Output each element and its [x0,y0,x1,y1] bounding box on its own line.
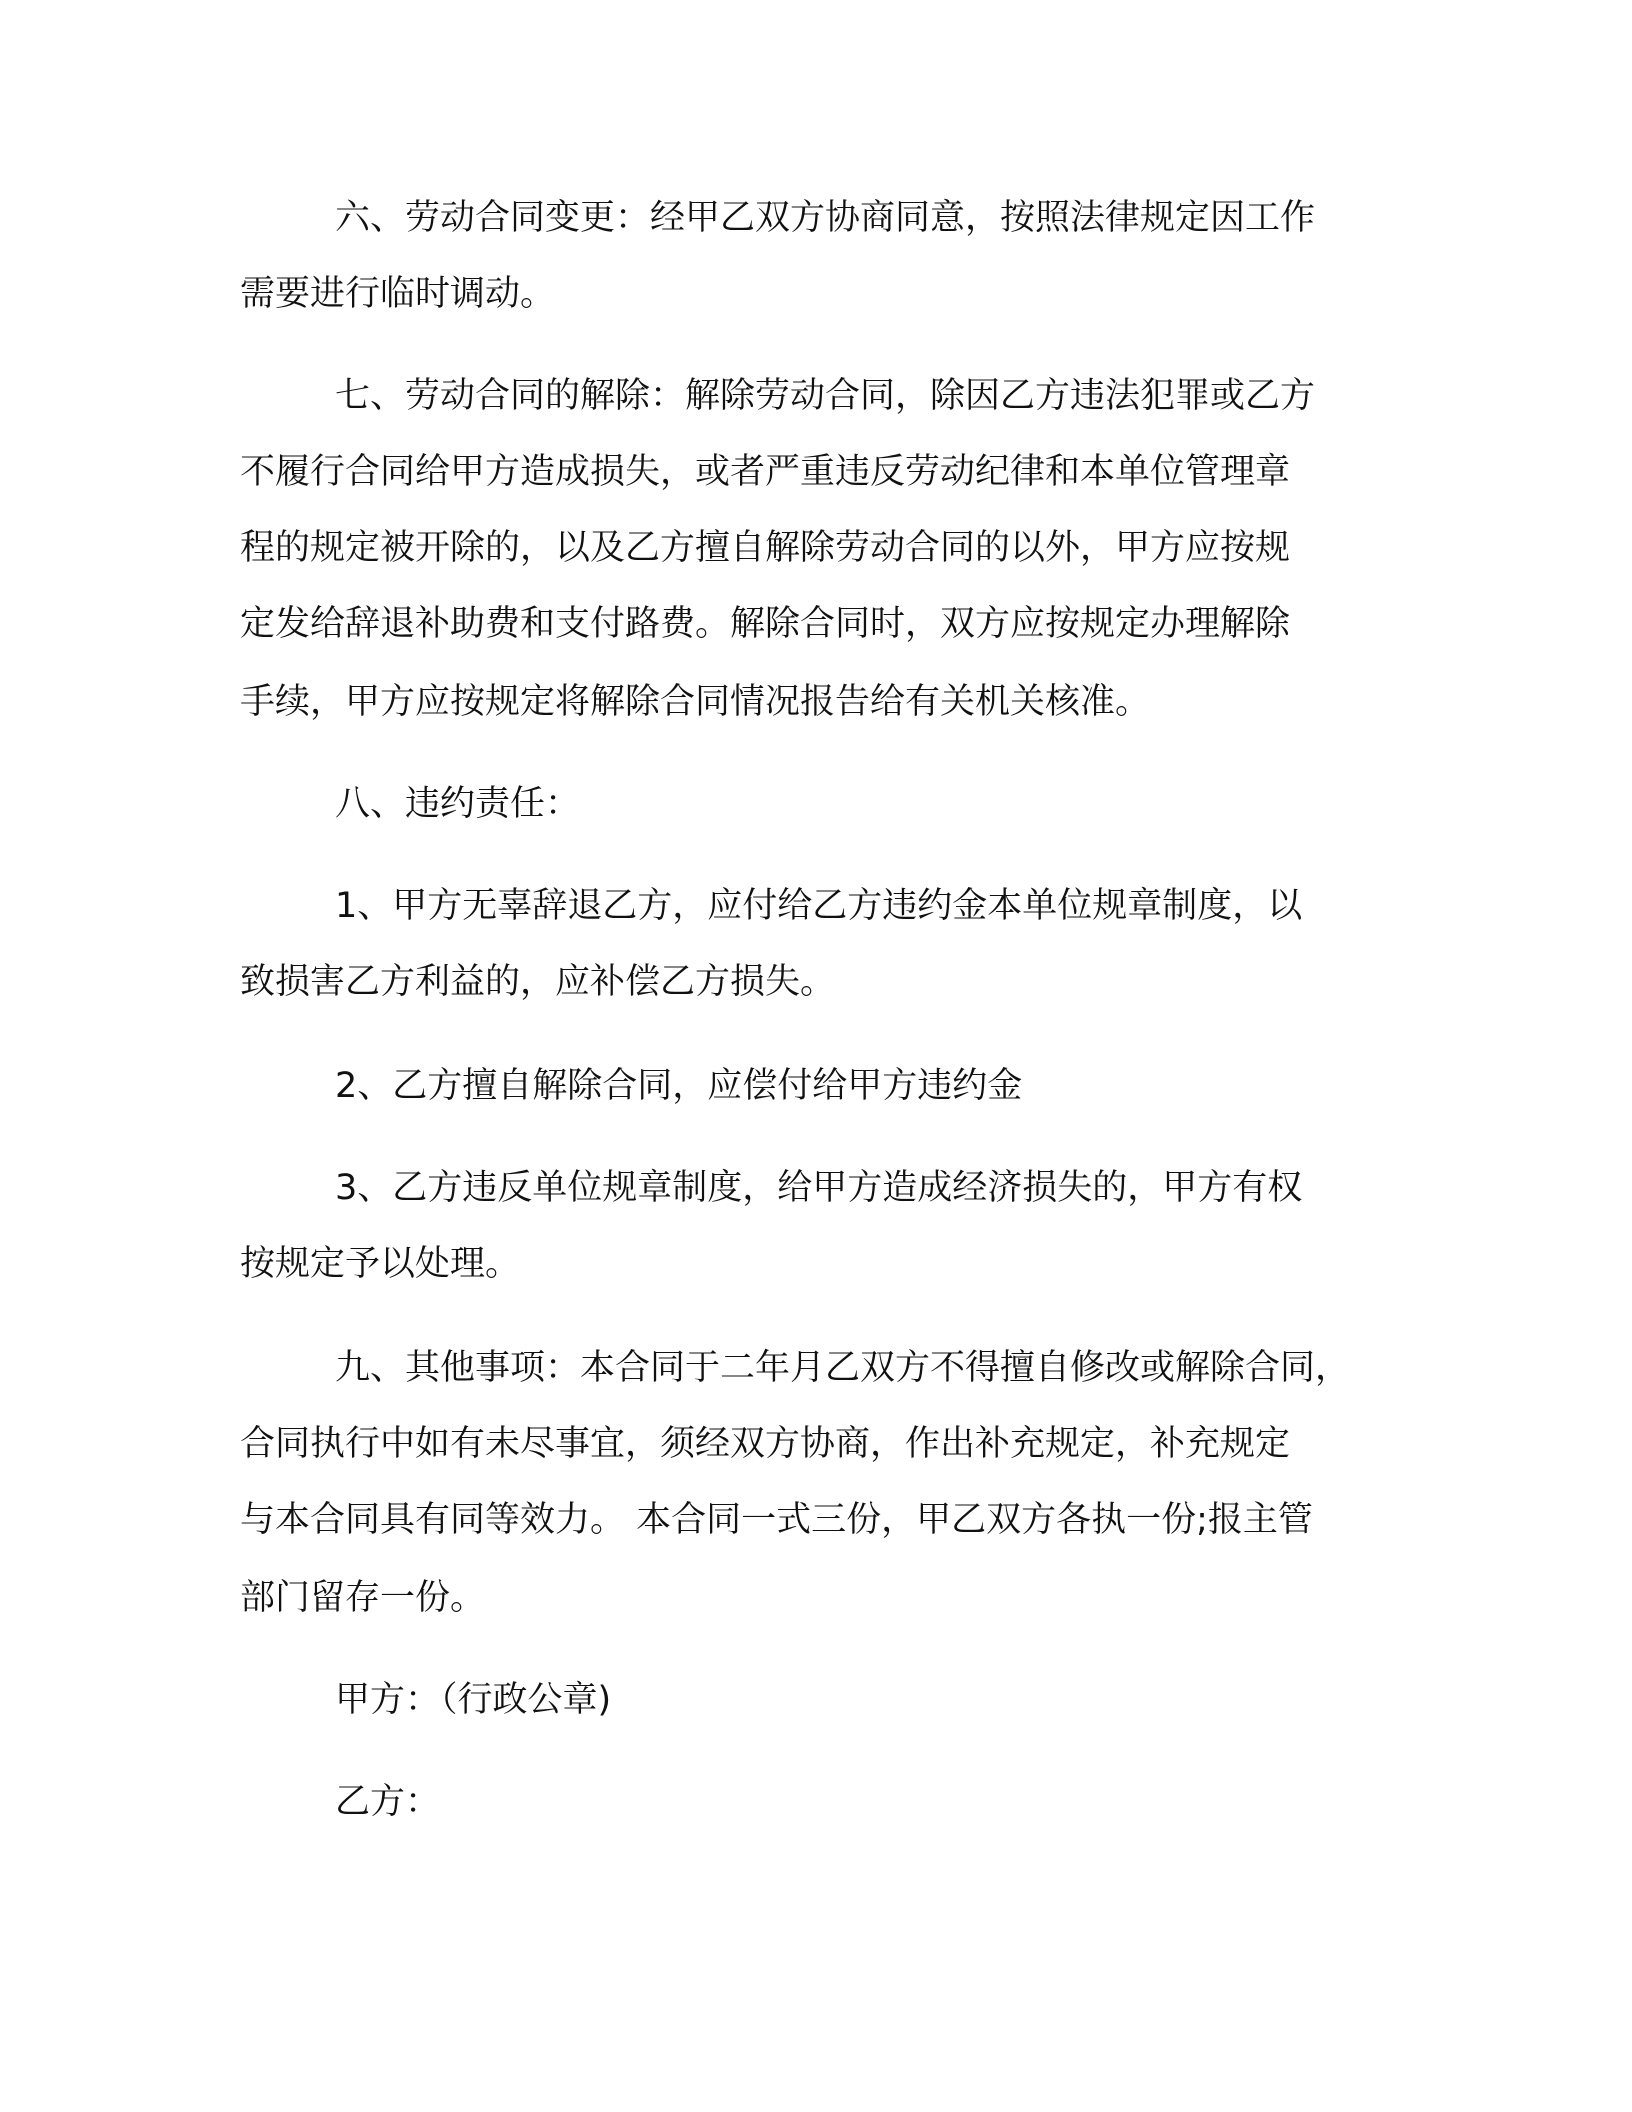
section-8-heading: 八、违约责任： [335,784,581,824]
section-9-line-1: 九、其他事项：本合同于二年月乙双方不得擅自修改或解除合同， [335,1348,1351,1388]
section-9-line-3: 与本合同具有同等效力。 本合同一式三份，甲乙双方各执一份;报主管 [240,1500,1313,1540]
section-7-line-2: 不履行合同给甲方造成损失，或者严重违反劳动纪律和本单位管理章 [240,452,1291,492]
section-6-line-1: 六、劳动合同变更：经甲乙双方协商同意，按照法律规定因工作 [335,198,1316,238]
section-7-line-4: 定发给辞退补助费和支付路费。解除合同时，双方应按规定办理解除 [240,604,1291,644]
section-9-line-4: 部门留存一份。 [240,1578,486,1618]
section-9-line-2: 合同执行中如有未尽事宜，须经双方协商，作出补充规定，补充规定 [240,1424,1291,1464]
party-a-signature-line: 甲方：（行政公章) [335,1680,612,1720]
party-b-signature-line: 乙方： [335,1782,441,1822]
section-7-line-3: 程的规定被开除的，以及乙方擅自解除劳动合同的以外，甲方应按规 [240,528,1291,568]
section-6-line-2: 需要进行临时调动。 [240,274,556,314]
clause-2-line-1: 2、乙方擅自解除合同，应偿付给甲方违约金 [335,1066,1023,1106]
clause-1-line-2: 致损害乙方利益的，应补偿乙方损失。 [240,962,836,1002]
section-7-line-5: 手续，甲方应按规定将解除合同情况报告给有关机关核准。 [240,682,1151,722]
clause-1-line-1: 1、甲方无辜辞退乙方，应付给乙方违约金本单位规章制度，以 [335,886,1303,926]
clause-3-line-2: 按规定予以处理。 [240,1244,521,1284]
clause-3-line-1: 3、乙方违反单位规章制度，给甲方造成经济损失的，甲方有权 [335,1168,1303,1208]
section-7-line-1: 七、劳动合同的解除：解除劳动合同，除因乙方违法犯罪或乙方 [335,376,1316,416]
